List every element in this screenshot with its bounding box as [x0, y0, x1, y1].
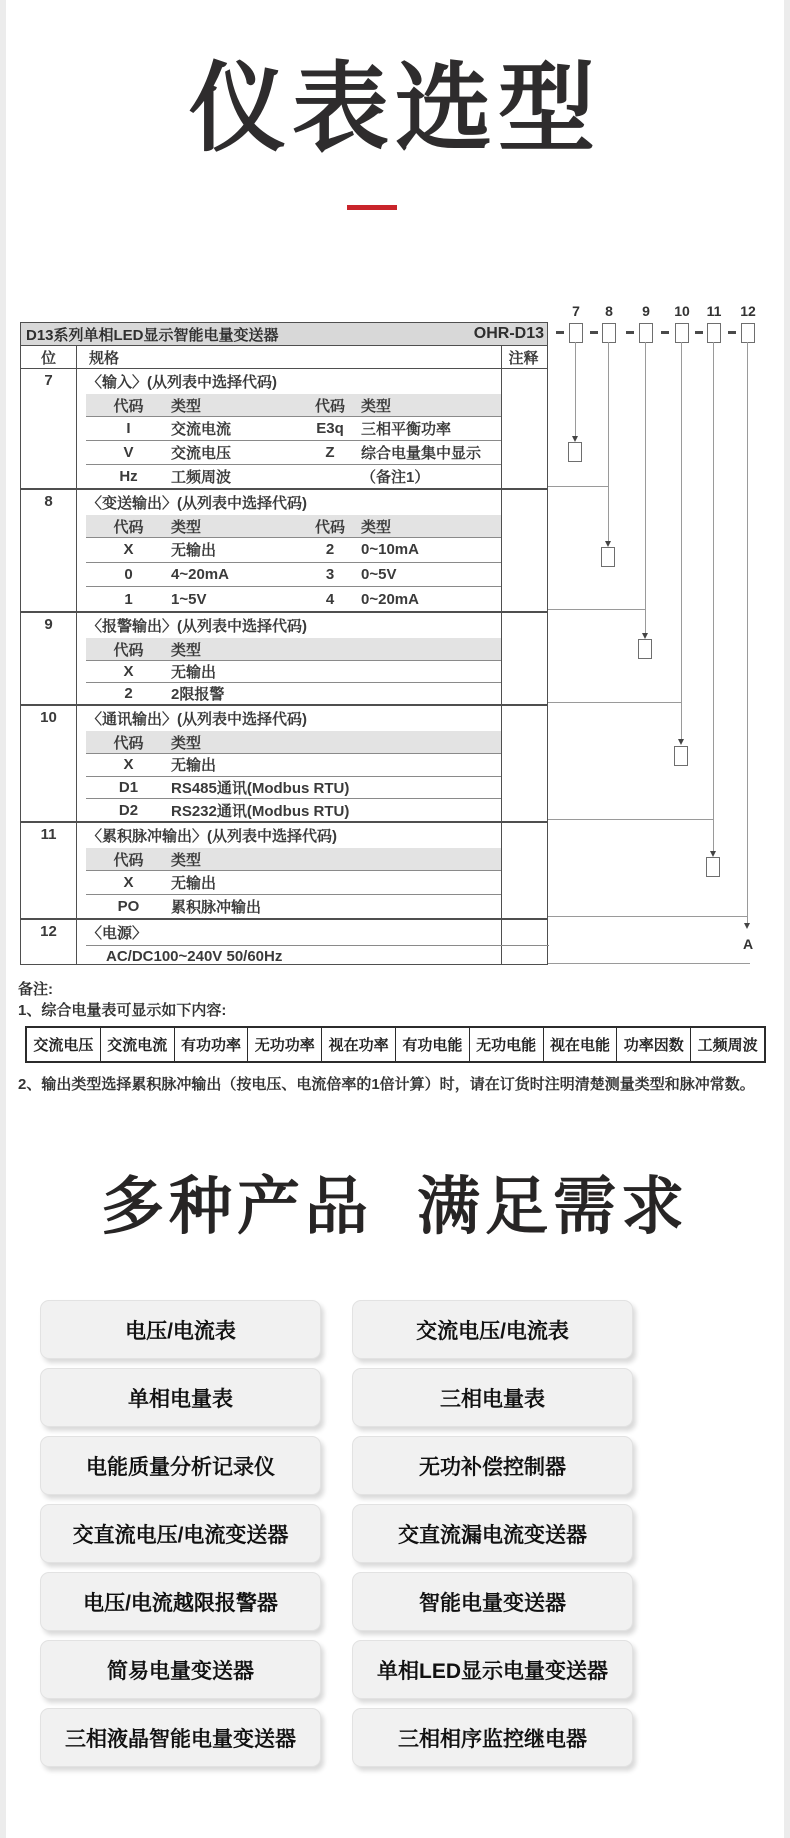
target-box-11	[706, 857, 720, 877]
group-title: 〈电源〉	[87, 925, 148, 942]
product-button-smart-power-transmitter[interactable]: 智能电量变送器	[352, 1572, 633, 1631]
connector-line-8	[608, 342, 609, 541]
product-button-voltage-current-meter[interactable]: 电压/电流表	[40, 1300, 321, 1359]
display-item: 功率因数	[617, 1028, 691, 1061]
code-box-11	[707, 323, 721, 343]
product-button-single-phase-power-meter[interactable]: 单相电量表	[40, 1368, 321, 1427]
position-number-12: 12	[740, 303, 756, 319]
product-button-acdc-voltage-transmitter[interactable]: 交直流电压/电流变送器	[40, 1504, 321, 1563]
display-item: 无功电能	[470, 1028, 544, 1061]
group-title: 〈报警输出〉(从列表中选择代码)	[87, 618, 307, 635]
connector-line-10	[681, 342, 682, 739]
code-type-header: 代码 类型	[86, 848, 501, 870]
spec-row: Hz 工频周波 （备注1）	[86, 464, 501, 488]
spec-row: X 无输出 2 0~10mA	[86, 537, 501, 562]
position-number-10: 10	[674, 303, 690, 319]
page-edge-right	[784, 0, 790, 1838]
group-position: 8	[44, 493, 53, 510]
position-number-8: 8	[605, 303, 613, 319]
product-button-power-quality-recorder[interactable]: 电能质量分析记录仪	[40, 1436, 321, 1495]
spec-table	[20, 322, 548, 965]
target-box-8	[601, 547, 615, 567]
products-title-part1: 多种产品	[101, 1172, 373, 1242]
spec-group-10	[21, 704, 547, 821]
spec-row: 2 2限报警	[86, 682, 501, 704]
product-button-ac-voltage-current-meter[interactable]: 交流电压/电流表	[352, 1300, 633, 1359]
connector-line-9	[645, 342, 646, 633]
group-title: 〈变送输出〉(从列表中选择代码)	[87, 495, 307, 512]
display-item: 无功功率	[248, 1028, 322, 1061]
display-item: 有功电能	[396, 1028, 470, 1061]
connector-end-label: A	[742, 936, 754, 952]
position-number-7: 7	[572, 303, 580, 319]
code-box-9	[639, 323, 653, 343]
display-item: 视在功率	[322, 1028, 396, 1061]
row-extension-line	[548, 819, 714, 820]
dash	[626, 331, 634, 334]
display-item: 交流电流	[101, 1028, 175, 1061]
spec-table-titlebar	[21, 323, 547, 346]
position-number-11: 11	[706, 303, 722, 319]
page-edge-left	[0, 0, 6, 1838]
product-button-simple-power-transmitter[interactable]: 简易电量变送器	[40, 1640, 321, 1699]
display-item: 交流电压	[27, 1028, 101, 1061]
target-box-9	[638, 639, 652, 659]
code-box-12	[741, 323, 755, 343]
page-title: 仪表选型	[189, 54, 601, 163]
group-position: 12	[40, 923, 57, 940]
product-button-single-phase-led-transmitter[interactable]: 单相LED显示电量变送器	[352, 1640, 633, 1699]
row-extension-line	[548, 486, 609, 487]
spec-row: X 无输出	[86, 870, 501, 894]
spec-table-header	[21, 346, 547, 369]
product-button-phase-sequence-relay[interactable]: 三相相序监控继电器	[352, 1708, 633, 1767]
notes-label: 备注:	[18, 981, 53, 998]
group-title: 〈累积脉冲输出〉(从列表中选择代码)	[87, 828, 337, 845]
spec-row: X 无输出	[86, 753, 501, 776]
row-extension-line	[548, 609, 646, 610]
product-button-limit-alarm[interactable]: 电压/电流越限报警器	[40, 1572, 321, 1631]
display-items-table	[25, 1026, 766, 1063]
note-1: 1、综合电量表可显示如下内容:	[18, 1002, 227, 1019]
spec-group-7	[21, 369, 547, 488]
code-box-7	[569, 323, 583, 343]
connector-line-12	[747, 342, 748, 923]
row-extension-line	[548, 702, 682, 703]
connector-line-7	[575, 342, 576, 436]
dash	[590, 331, 598, 334]
spec-group-8	[21, 488, 547, 611]
products-title	[0, 1156, 790, 1247]
code-type-header: 代码 类型 代码 类型	[86, 394, 501, 416]
connector-line-11	[713, 342, 714, 851]
code-type-header: 代码 类型	[86, 638, 501, 660]
position-number-9: 9	[642, 303, 650, 319]
spec-group-12	[21, 918, 547, 966]
product-button-leakage-current-transmitter[interactable]: 交直流漏电流变送器	[352, 1504, 633, 1563]
product-button-reactive-compensation[interactable]: 无功补偿控制器	[352, 1436, 633, 1495]
code-box-10	[675, 323, 689, 343]
spec-row: V 交流电压 Z 综合电量集中显示	[86, 440, 501, 464]
group-position: 10	[40, 709, 57, 726]
dash	[695, 331, 703, 334]
group-title: 〈输入〉(从列表中选择代码)	[87, 374, 277, 391]
group-position: 9	[44, 616, 53, 633]
dash	[556, 331, 564, 334]
dash	[728, 331, 736, 334]
dash	[661, 331, 669, 334]
product-button-three-phase-power-meter[interactable]: 三相电量表	[352, 1368, 633, 1427]
display-item: 视在电能	[544, 1028, 618, 1061]
target-box-10	[674, 746, 688, 766]
display-item: 工频周波	[697, 1037, 758, 1054]
title-divider	[347, 205, 397, 210]
products-title-part2: 满足需求	[417, 1172, 689, 1242]
spec-row: 0 4~20mA 3 0~5V	[86, 562, 501, 587]
group-title: 〈通讯输出〉(从列表中选择代码)	[87, 711, 307, 728]
spec-row: X 无输出	[86, 660, 501, 682]
spec-row: PO 累积脉冲输出	[86, 894, 501, 918]
col-header-position: 位	[40, 349, 56, 367]
group-position: 11	[40, 826, 57, 843]
arrow-down-icon	[678, 739, 684, 745]
code-type-header: 代码 类型	[86, 731, 501, 753]
spec-group-9	[21, 611, 547, 704]
spec-row: D1 RS485通讯(Modbus RTU)	[86, 776, 501, 799]
power-spec: AC/DC100~240V 50/60Hz	[86, 945, 549, 966]
spec-row: I 交流电流 E3q 三相平衡功率	[86, 416, 501, 440]
col-header-note: 注释	[508, 349, 539, 367]
code-type-header: 代码 类型 代码 类型	[86, 515, 501, 537]
row-extension-line	[548, 963, 750, 964]
product-button-three-phase-lcd-transmitter[interactable]: 三相液晶智能电量变送器	[40, 1708, 321, 1767]
target-box-7	[568, 442, 582, 462]
group-position: 7	[44, 372, 53, 389]
col-header-spec: 规格	[89, 349, 120, 367]
spec-group-11	[21, 821, 547, 918]
arrow-down-icon	[744, 923, 750, 929]
product-title: D13系列单相LED显示智能电量变送器	[26, 326, 279, 344]
spec-row: D2 RS232通讯(Modbus RTU)	[86, 798, 501, 821]
model-code: OHR-D13	[473, 325, 544, 342]
spec-row: 1 1~5V 4 0~20mA	[86, 586, 501, 611]
display-item: 有功功率	[175, 1028, 249, 1061]
row-extension-line	[548, 916, 748, 917]
code-box-8	[602, 323, 616, 343]
note-2: 2、输出类型选择累积脉冲输出（按电压、电流倍率的1倍计算）时，请在订货时注明清楚测量类型和脉冲常数。	[18, 1076, 755, 1093]
